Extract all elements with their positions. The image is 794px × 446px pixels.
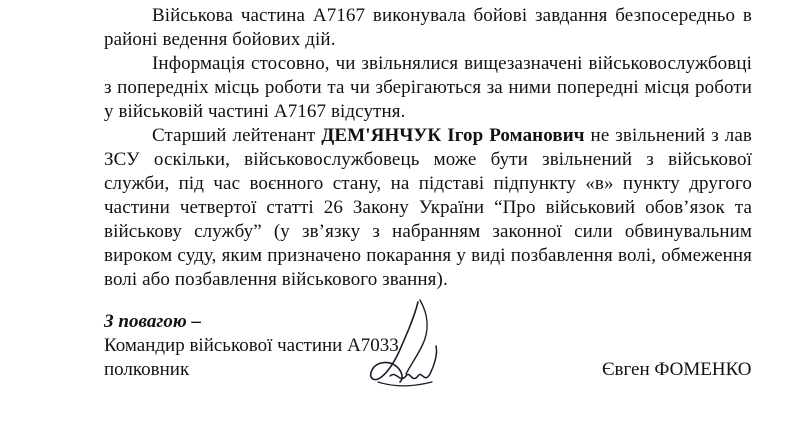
rank-prefix: Старший лейтенант [152,125,316,146]
closing-block [104,310,399,382]
paragraph-employment-info [104,52,752,124]
paragraph-text: не звільнений з лав ЗСУ оскільки, військовослужбовець може бути звільнений з військової служби, під час воєнного стану, на підставі підпункту «в» пункту другого частини четвертої статті 26 Закону України “Про військовий обов’язок та військову службу” (у зв’язку з набранням законної сили обвинувальним вироком суду, яким призначено покарання у виді позбавлення волі, обмеження волі або позбавлення військового звання). [104,125,752,290]
handwritten-signature [360,296,450,396]
paragraph-text: Інформація стосовно, чи звільнялися вищезазначені військовослужбовці з попередніх місць роботи та чи зберігаються за ними попередні місця роботи у військовій частині А7167 відсутня. [104,53,752,122]
serviceman-name: ДЕМ'ЯНЧУК Ігор Романович [321,125,585,146]
commander-position: Командир військової частини А7033 [104,335,399,356]
commander-rank: полковник [104,359,190,380]
signer-name: Євген ФОМЕНКО [602,359,752,380]
paragraph-text: Військова частина А7167 виконувала бойові завдання безпосередньо в районі ведення бойових дій. [104,5,752,50]
paragraph-discharge-status [104,124,752,292]
closing-regards: З повагою – [104,311,201,332]
paragraph-combat-tasks [104,4,752,52]
